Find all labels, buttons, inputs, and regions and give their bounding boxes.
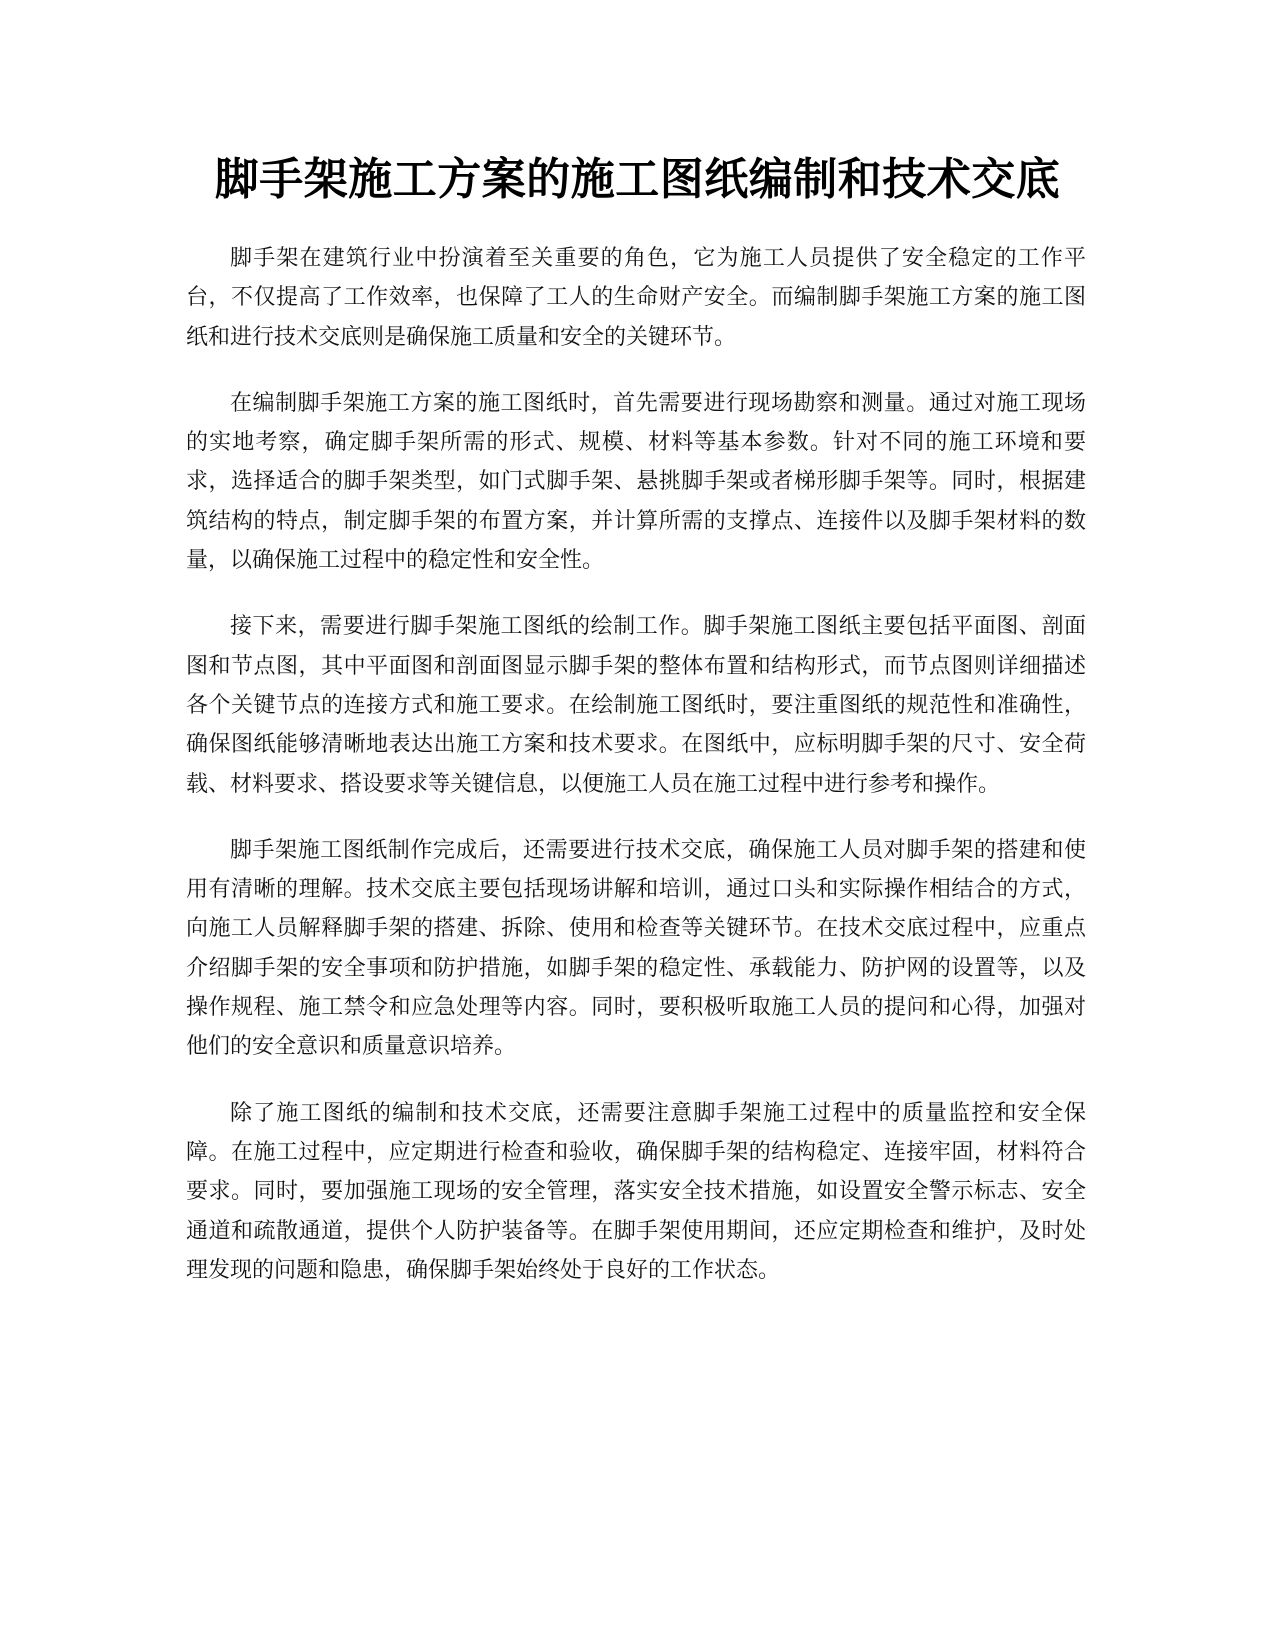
document-title: 脚手架施工方案的施工图纸编制和技术交底 xyxy=(214,154,1061,205)
document-body xyxy=(186,239,1086,1317)
paragraph-4: 脚手架施工图纸制作完成后，还需要进行技术交底，确保施工人员对脚手架的搭建和使用有清晰的理解。技术交底主要包括现场讲解和培训，通过口头和实际操作相结合的方式，向施工人员解释脚手架的搭建、拆除、使用和检查等关键环节。在技术交底过程中，应重点介绍脚手架的安全事项和防护措施，如脚手架的稳定性、承载能力、防护网的设置等，以及操作规程、施工禁令和应急处理等内容。同时，要积极听取施工人员的提问和心得，加强对他们的安全意识和质量意识培养。 xyxy=(186,837,1086,1060)
paragraph-2: 在编制脚手架施工方案的施工图纸时，首先需要进行现场勘察和测量。通过对施工现场的实地考察，确定脚手架所需的形式、规模、材料等基本参数。针对不同的施工环境和要求，选择适合的脚手架类型，如门式脚手架、悬挑脚手架或者梯形脚手架等。同时，根据建筑结构的特点，制定脚手架的布置方案，并计算所需的支撑点、连接件以及脚手架材料的数量，以确保施工过程中的稳定性和安全性。 xyxy=(186,390,1086,574)
paragraph-5: 除了施工图纸的编制和技术交底，还需要注意脚手架施工过程中的质量监控和安全保障。在施工过程中，应定期进行检查和验收，确保脚手架的结构稳定、连接牢固，材料符合要求。同时，要加强施工现场的安全管理，落实安全技术措施，如设置安全警示标志、安全通道和疏散通道，提供个人防护装备等。在脚手架使用期间，还应定期检查和维护，及时处理发现的问题和隐患，确保脚手架始终处于良好的工作状态。 xyxy=(186,1100,1086,1283)
paragraph-1: 脚手架在建筑行业中扮演着至关重要的角色，它为施工人员提供了安全稳定的工作平台，不仅提高了工作效率，也保障了工人的生命财产安全。而编制脚手架施工方案的施工图纸和进行技术交底则是确保施工质量和安全的关键环节。 xyxy=(186,246,1086,350)
paragraph-3: 接下来，需要进行脚手架施工图纸的绘制工作。脚手架施工图纸主要包括平面图、剖面图和节点图，其中平面图和剖面图显示脚手架的整体布置和结构形式，而节点图则详细描述各个关键节点的连接方式和施工要求。在绘制施工图纸时，要注重图纸的规范性和准确性，确保图纸能够清晰地表达出施工方案和技术要求。在图纸中，应标明脚手架的尺寸、安全荷载、材料要求、搭设要求等关键信息，以便施工人员在施工过程中进行参考和操作。 xyxy=(186,614,1086,797)
